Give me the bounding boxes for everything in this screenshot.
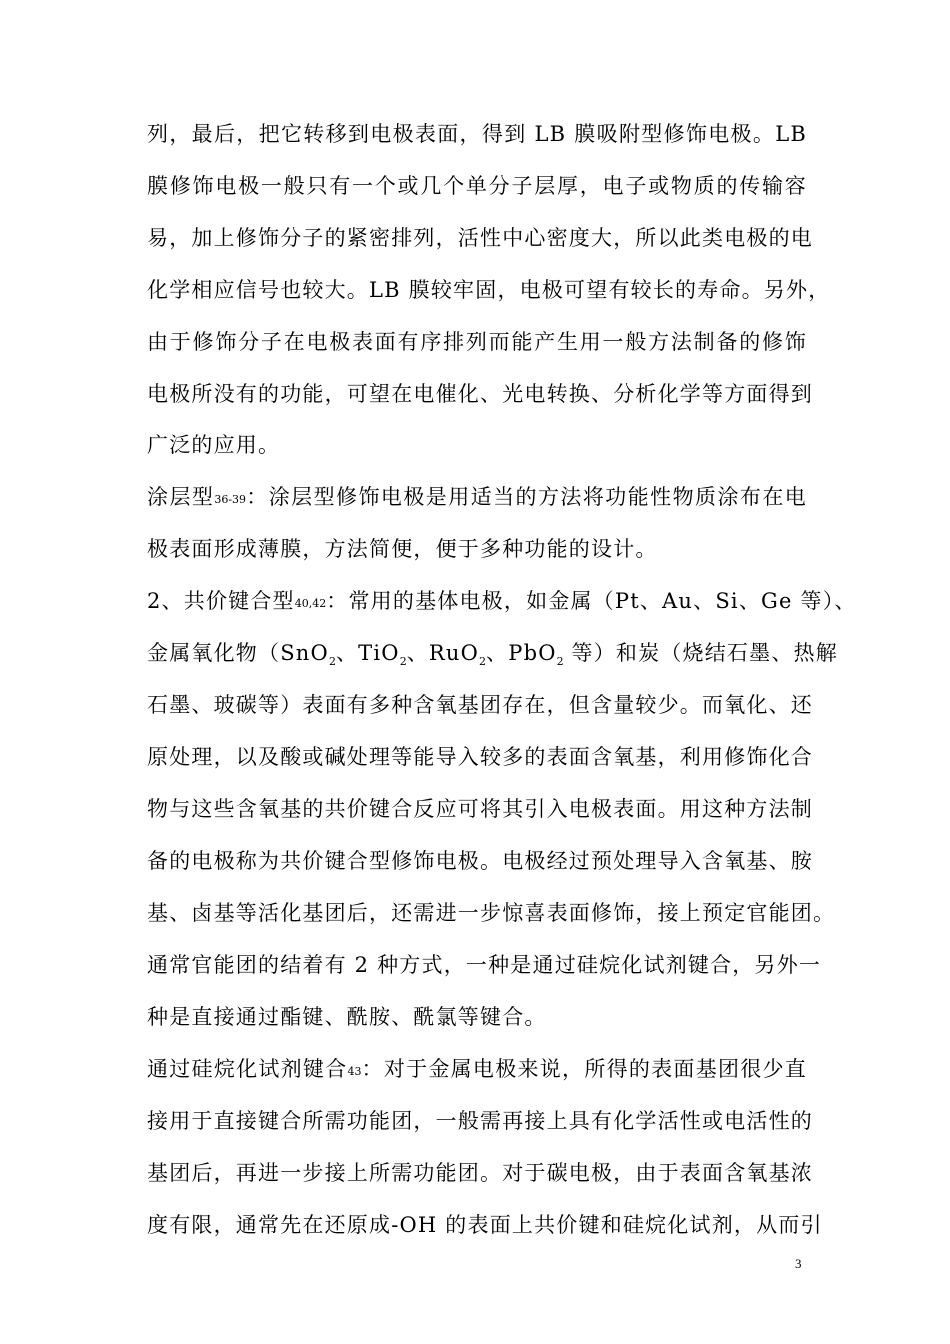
text-run: 、RuO	[406, 641, 480, 665]
text-line: 石墨、玻碳等）表面有多种含氧基团存在，但含量较少。而氧化、还	[147, 693, 813, 717]
text-line: 度有限，通常先在还原成-OH 的表面上共价键和硅烷化试剂，从而引	[147, 1213, 823, 1237]
text-line: 化学相应信号也较大。LB 膜较牢固，电极可望有较长的寿命。另外，	[147, 278, 831, 302]
text-line: 通常官能团的结着有 2 种方式，一种是通过硅烷化试剂键合，另外一	[147, 953, 822, 977]
text-line: 接用于直接键合所需功能团，一般需再接上具有化学活性或电活性的	[147, 1109, 813, 1133]
text-run: ：对于金属电极来说，所得的表面基团很少直	[361, 1057, 807, 1081]
citation-ref: 40,42	[294, 597, 327, 610]
text-line: 由于修饰分子在电极表面有序排列而能产生用一般方法制备的修饰	[147, 330, 807, 354]
subscript: 2	[399, 655, 407, 669]
silane-heading-line	[147, 1055, 807, 1086]
page-number: 3	[795, 1256, 802, 1271]
text-run: 金属氧化物（SnO	[147, 641, 329, 665]
coating-heading-line	[147, 483, 807, 514]
text-run: 、TiO	[335, 641, 400, 665]
text-line: 基、卤基等活化基团后，还需进一步惊喜表面修饰，接上预定官能团。	[147, 901, 836, 925]
text-line: 物与这些含氧基的共价键合反应可将其引入电极表面。用这种方法制	[147, 797, 813, 821]
citation-ref: 43	[347, 1065, 362, 1078]
text-line: 备的电极称为共价键合型修饰电极。电极经过预处理导入含氧基、胺	[147, 849, 813, 873]
subscript: 2	[479, 655, 487, 669]
formula-line	[147, 639, 838, 676]
covalent-heading-line	[147, 587, 857, 618]
text-line: 基团后，再进一步接上所需功能团。对于碳电极，由于表面含氧基浓	[147, 1161, 813, 1185]
section-lead: 涂层型	[147, 485, 215, 509]
section-lead: 2、共价键合型	[147, 589, 295, 613]
text-run: ：涂层型修饰电极是用适当的方法将功能性物质涂布在电	[246, 485, 808, 509]
text-line: 种是直接通过酯键、酰胺、酰氯等键合。	[147, 1005, 547, 1029]
text-run: 等）和炭（烧结石墨、热解	[563, 641, 838, 665]
text-line: 极表面形成薄膜，方法简便，便于多种功能的设计。	[147, 537, 658, 561]
subscript: 2	[556, 655, 564, 669]
text-line: 列，最后，把它转移到电极表面，得到 LB 膜吸附型修饰电极。LB	[147, 122, 807, 146]
subscript: 2	[328, 655, 336, 669]
text-run: 、PbO	[486, 641, 557, 665]
text-line: 原处理，以及酸或碱处理等能导入较多的表面含氧基，利用修饰化合	[147, 745, 813, 769]
citation-ref: 36-39	[214, 493, 247, 506]
section-lead: 通过硅烷化试剂键合	[147, 1057, 348, 1081]
text-line: 膜修饰电极一般只有一个或几个单分子层厚，电子或物质的传输容	[147, 174, 807, 198]
text-run: ：常用的基体电极，如金属（Pt、Au、Si、Ge 等）、	[326, 589, 857, 613]
text-line: 电极所没有的功能，可望在电催化、光电转换、分析化学等方面得到	[147, 382, 813, 406]
text-line: 易，加上修饰分子的紧密排列，活性中心密度大，所以此类电极的电	[147, 226, 813, 250]
text-line: 广泛的应用。	[147, 433, 281, 457]
